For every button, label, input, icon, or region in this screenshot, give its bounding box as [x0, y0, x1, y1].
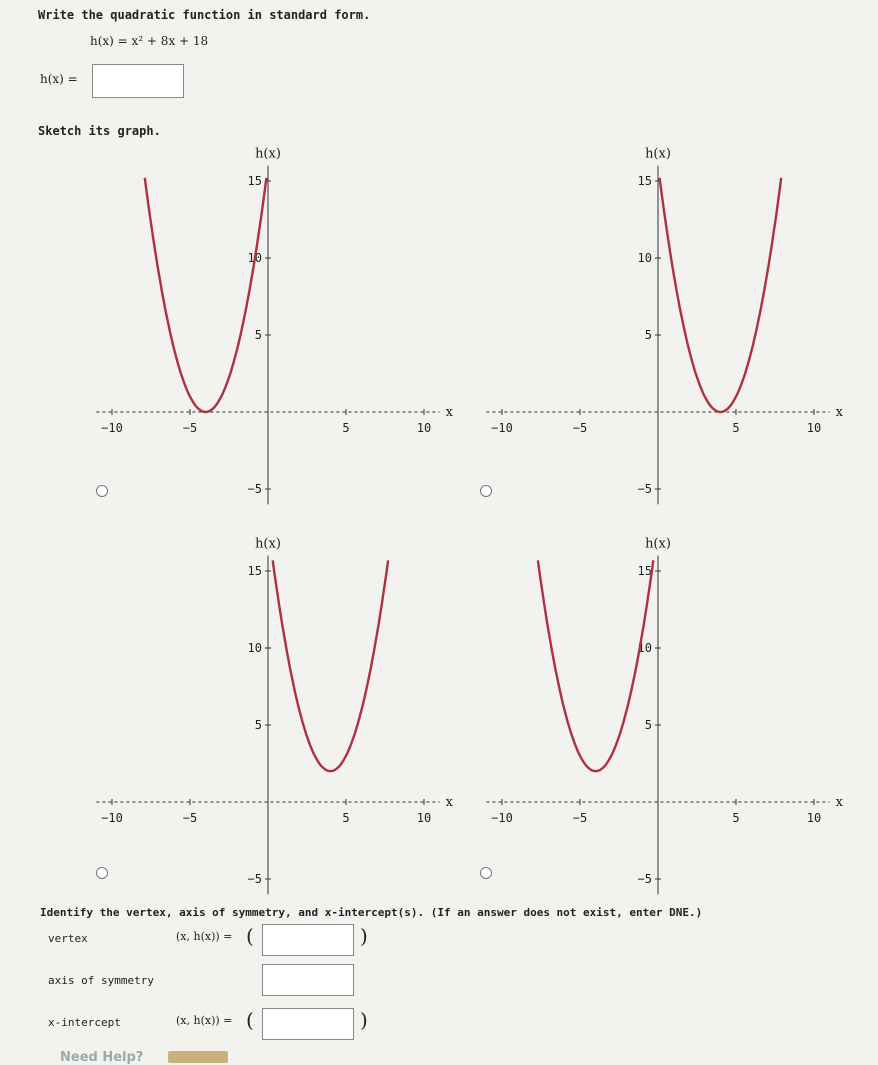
option-a-y-tick-label: 15	[247, 174, 262, 188]
need-help-label: Need Help?	[60, 1050, 144, 1065]
option-d-x-tick-label: 5	[732, 811, 740, 825]
option-b-x-axis-label: x	[835, 405, 843, 420]
option-b-y-axis-label: h(x)	[645, 146, 671, 162]
axis-of-symmetry-input[interactable]	[262, 964, 354, 996]
vertex-close-paren: )	[360, 924, 368, 948]
option-d-y-tick-label: 15	[637, 564, 652, 578]
given-function: h(x) = x² + 8x + 18	[90, 34, 209, 48]
answer-label: h(x) =	[40, 72, 78, 86]
graph-option-c-radio[interactable]	[96, 867, 108, 879]
option-b-y-tick-label: −5	[637, 482, 652, 496]
option-d-x-tick-label: 10	[806, 811, 822, 825]
option-b-y-tick-label: 15	[637, 174, 652, 188]
vertex-label: vertex	[48, 932, 88, 945]
read-it-button[interactable]	[168, 1051, 228, 1063]
option-b-x-tick-label: 5	[732, 421, 740, 435]
option-d-y-tick-label: 10	[637, 641, 652, 655]
option-d-y-tick-label: 5	[644, 718, 652, 732]
option-c-y-tick-label: 10	[247, 641, 262, 655]
axis-of-symmetry-label: axis of symmetry	[48, 974, 154, 987]
option-a-x-tick-label: 5	[342, 421, 350, 435]
option-c-y-tick-label: −5	[247, 872, 262, 886]
identify-instruction: Identify the vertex, axis of symmetry, and x-intercept(s). (If an answer does not exist, enter DNE.)	[40, 906, 703, 919]
option-c-x-tick-label: −5	[182, 811, 198, 825]
option-c-x-tick-label: 5	[342, 811, 350, 825]
graph-option-b-radio[interactable]	[480, 485, 492, 497]
option-a-y-tick-label: −5	[247, 482, 262, 496]
option-d-y-axis-label: h(x)	[645, 536, 671, 552]
option-a-y-axis-label: h(x)	[255, 146, 281, 162]
graph-option-d-radio[interactable]	[480, 867, 492, 879]
x-intercept-input[interactable]	[262, 1008, 354, 1040]
option-b-x-tick-label: −10	[491, 421, 513, 435]
option-a-y-tick-label: 10	[247, 251, 262, 265]
option-d-x-tick-label: −5	[572, 811, 588, 825]
option-b-y-tick-label: 10	[637, 251, 652, 265]
option-a-x-tick-label: 10	[416, 421, 432, 435]
option-a-curve	[145, 178, 267, 412]
option-c-x-tick-label: 10	[416, 811, 432, 825]
option-c-y-tick-label: 15	[247, 564, 262, 578]
x-intercept-close-paren: )	[360, 1008, 368, 1032]
option-c-x-axis-label: x	[445, 795, 453, 810]
sketch-instruction: Sketch its graph.	[38, 124, 161, 138]
option-c-x-tick-label: −10	[101, 811, 123, 825]
option-d-x-axis-label: x	[835, 795, 843, 810]
option-b-x-tick-label: 10	[806, 421, 822, 435]
option-c-y-tick-label: 5	[254, 718, 262, 732]
option-b-x-tick-label: −5	[572, 421, 588, 435]
vertex-input[interactable]	[262, 924, 354, 956]
vertex-open-paren: (	[246, 924, 254, 948]
x-intercept-prefix: (x, h(x)) =	[176, 1014, 233, 1027]
option-b-curve	[660, 178, 782, 412]
option-a-y-tick-label: 5	[254, 328, 262, 342]
option-d-curve	[538, 560, 653, 771]
option-a-x-axis-label: x	[445, 405, 453, 420]
option-a-x-tick-label: −10	[101, 421, 123, 435]
option-d-x-tick-label: −10	[491, 811, 513, 825]
x-intercept-open-paren: (	[246, 1008, 254, 1032]
vertex-prefix: (x, h(x)) =	[176, 930, 233, 943]
x-intercept-label: x-intercept	[48, 1016, 121, 1029]
option-c-y-axis-label: h(x)	[255, 536, 281, 552]
option-c-curve	[273, 560, 388, 771]
graph-option-a-radio[interactable]	[96, 485, 108, 497]
option-a-x-tick-label: −5	[182, 421, 198, 435]
instruction-text: Write the quadratic function in standard form.	[38, 8, 371, 22]
option-b-y-tick-label: 5	[644, 328, 652, 342]
option-d-y-tick-label: −5	[637, 872, 652, 886]
